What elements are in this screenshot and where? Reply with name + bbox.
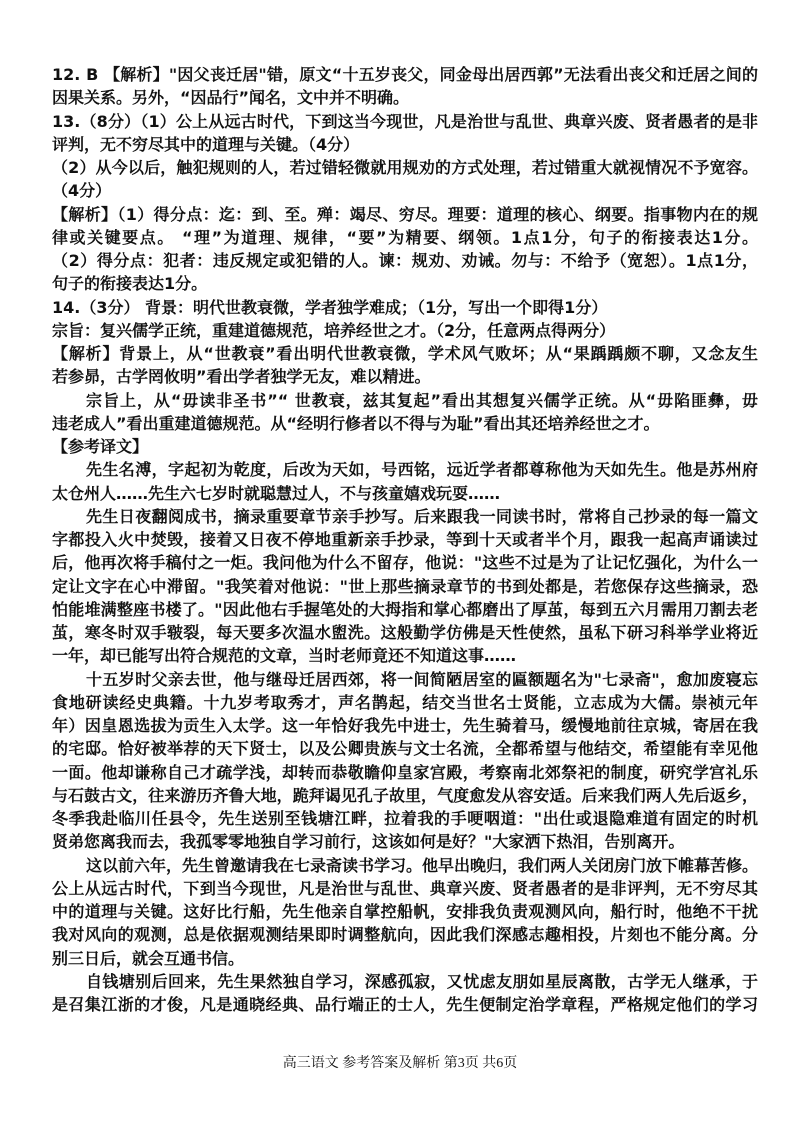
- text-line: 12. B 【解析】"因父丧迁居"错，原文“十五岁丧父，同金母出居西郭”无法看出丧父和迁居之间的: [52, 65, 758, 84]
- text-line: 别三日后，就会互通书信。: [52, 948, 245, 968]
- text-line: 【解析】（1）得分点：迄：到、至。殚：竭尽、穷尽。理要：道理的核心、纲要。指事物内在的规: [52, 204, 758, 224]
- text-line: 宗旨：复兴儒学正统，重建道德规范，培养经世之才。（2分，任意两点得两分）: [52, 320, 616, 340]
- text-line: 食地研读经史典籍。十九岁考取秀才，声名鹊起，结交当世名士贤能，立志成为大儒。崇祯元年: [52, 692, 758, 712]
- text-line: 茧，寒冬时双手皲裂，每天要多次温水盥洗。这般勤学仿佛是天性使然，虽私下研习科举学业将近: [52, 623, 758, 642]
- text-line: 先生名溥，字起初为乾度，后改为天如，号西铭，远近学者都尊称他为天如先生。他是苏州府: [86, 460, 758, 480]
- text-line: 这以前六年，先生曾邀请我在七录斋读书学习。他早出晚归，我们两人关闭房门放下帷幕苦修。: [86, 855, 758, 875]
- text-line: 我对风向的观测，总是依据观测结果即时调整航向，因此我们深感志趣相投，片刻也不能分离。分: [52, 925, 758, 945]
- text-line: 因果关系。另外，“因品行”闻名，文中并不明确。: [52, 88, 410, 108]
- text-line: 自钱塘别后回来，先生果然独自学习，深感孤寂，又忧虑友朋如星辰离散，古学无人继承，于: [86, 971, 758, 991]
- text-line: 冬季我赴临川任县令，先生送别至钱塘江畔，拉着我的手哽咽道："出仕或退隐难道有固定的时机: [52, 809, 758, 828]
- text-line: 【解析】背景上，从“世教衰”看出明代世教衰微，学术风气败坏；从“果踽踽颇不聊，又念友生: [52, 344, 758, 363]
- text-line: （2）得分点：犯者：违反规定或犯错的人。谏：规劝、劝诫。勿与：不给予（宽恕）。1点1分，: [52, 251, 758, 270]
- text-line: 律或关键要点。 “理”为道理、规律，“要”为精要、纲领。1点1分，句子的衔接表达1分。: [52, 227, 758, 247]
- text-line: 一面。他却谦称自己才疏学浅，却转而恭敬瞻仰皇家宫殿，考察南北郊祭祀的制度，研究学宫礼乐: [52, 762, 758, 782]
- text-line: 违老成人”看出重建道德规范。从“经明行修者以不得与为耻”看出其还培养经世之才。: [52, 413, 660, 433]
- text-line: 评判，无不穷尽其中的道理与关键。（4分）: [52, 134, 360, 154]
- text-line: 宗旨上，从“毋读非圣书”“ 世教衰，兹其复起”看出其想复兴儒学正统。从“毋陷匪彝，毋: [86, 390, 758, 410]
- text-line: 定让文字在心中滞留。"我笑着对他说："世上那些摘录章节的书到处都是，若您保存这些摘录，恐: [52, 576, 758, 596]
- text-line: （4分）: [52, 181, 112, 201]
- text-line: 先生日夜翻阅成书，摘录重要章节亲手抄写。后来跟我一同读书时，常将自己抄录的每一篇文: [86, 506, 758, 526]
- text-line: 14.（3分） 背景：明代世教衰微，学者独学难成；（1分，写出一个即得1分）: [52, 297, 608, 317]
- text-line: 怕能堆满整座书楼了。"因此他右手握笔处的大拇指和掌心都磨出了厚茧，每到五六月需用刀割去老: [52, 599, 758, 619]
- text-line: 是召集江浙的才俊，凡是通晓经典、品行端正的士人，先生便制定治学章程，严格规定他们的学习: [52, 995, 758, 1014]
- text-line: 若参昴，古学罔攸明”看出学者独学无友，难以精进。: [52, 367, 431, 387]
- text-line: 的宅邸。恰好被举荐的天下贤士，以及公卿贵族与文士名流，全都希望与他结交，希望能有幸见他: [52, 739, 758, 759]
- text-line: 年）因皇恩选拔为贡生入太学。这一年恰好我先中进士，先生骑着马，缓慢地前往京城，寄居在我: [52, 716, 758, 735]
- text-line: 太仓州人……先生六七岁时就聪慧过人，不与孩童嬉戏玩耍……: [52, 483, 501, 503]
- text-line: 一年，却已能写出符合规范的文章，当时老师竟还不知道这事……: [52, 646, 517, 666]
- text-line: 句子的衔接表达1分。: [52, 274, 208, 294]
- text-line: 【参考译文】: [52, 437, 149, 456]
- text-line: （2）从今以后，触犯规则的人，若过错轻微就用规劝的方式处理，若过错重大就视情况不予宽容。: [52, 158, 758, 177]
- text-line: 中的道理与关键。这好比行船，先生他亲自掌控船帆，安排我负责观测风向，船行时，他绝不干扰: [52, 902, 758, 921]
- text-line: 贤弟您离我而去，我孤零零地独自学习前行，这该如何是好？"大家洒下热泪，告别离开。: [52, 832, 685, 852]
- text-line: 十五岁时父亲去世，他与继母迁居西郊，将一间简陋居室的匾额题名为"七录斋"，愈加废寝忘: [86, 669, 758, 689]
- text-line: 与石鼓古文，往来游历齐鲁大地，跪拜谒见孔子故里，气度愈发从容安适。后来我们两人先后返乡，: [52, 785, 758, 805]
- answer-key-body: [52, 63, 758, 1016]
- page-footer: 高三语文 参考答案及解析 第3页 共6页: [282, 1056, 518, 1071]
- text-line: 字都投入火中焚毁，接着又日夜不停地重新亲手抄录，等到十天或者半个月，跟我一起高声诵读过: [52, 530, 758, 549]
- text-line: 13.（8分）（1）公上从远古时代，下到这当今现世，凡是治世与乱世、典章兴废、贤者愚者的是非: [52, 111, 758, 131]
- text-line: 后，他再次将手稿付之一炬。我问他为什么不留存，他说："这些不过是为了让记忆强化，为什么一: [52, 553, 758, 573]
- text-line: 公上从远古时代，下到当今现世，凡是治世与乱世、典章兴废、贤者愚者的是非评判，无不穷尽其: [52, 878, 758, 898]
